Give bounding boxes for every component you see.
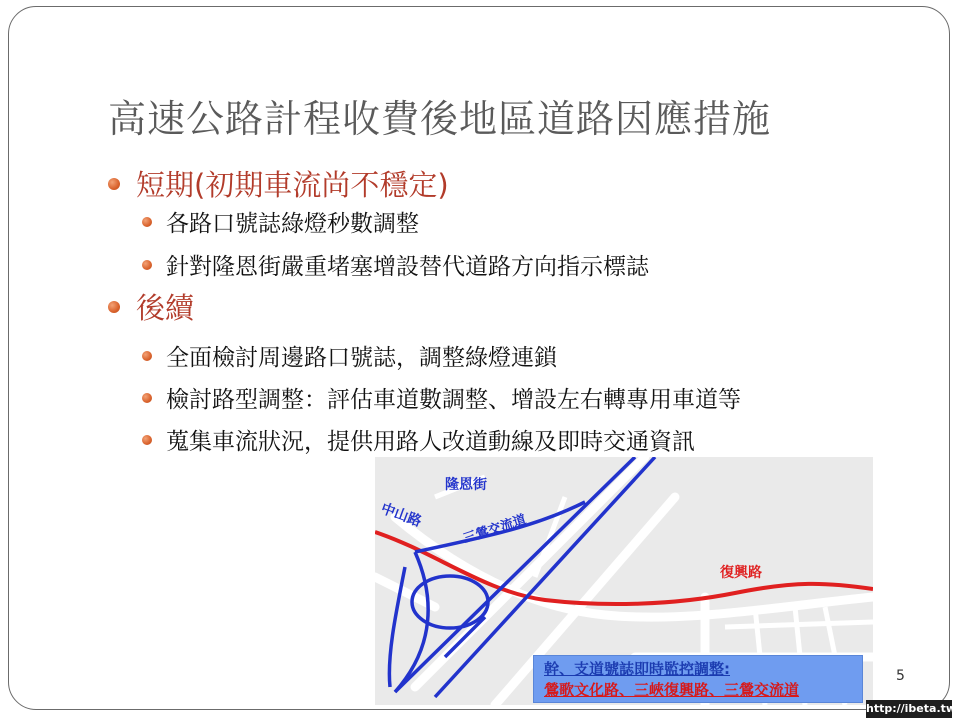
bullet-item: 蒐集車流狀況，提供用路人改道動線及即時交通資訊 [166, 429, 695, 455]
bullet-item: 檢討路型調整：評估車道數調整、增設左右轉專用車道等 [166, 387, 741, 413]
callout-line-1: 幹、支道號誌即時監控調整: [544, 660, 730, 678]
bullet-item: 全面檢討周邊路口號誌，調整綠燈連鎖 [166, 345, 557, 371]
slide-title: 高速公路計程收費後地區道路因應措施 [108, 97, 772, 141]
site-watermark: http://ibeta.tw [866, 700, 952, 718]
bullet-dot [142, 435, 152, 445]
bullet-dot [142, 217, 152, 227]
bullet-dot [142, 351, 152, 361]
bullet-item: 針對隆恩街嚴重堵塞增設替代道路方向指示標誌 [166, 254, 649, 280]
map-label-sanying-interchange: 三鶯交流道 [461, 512, 529, 547]
section-heading-short-term: 短期(初期車流尚不穩定) [136, 168, 449, 202]
bullet-dot [108, 178, 120, 190]
page-number: 5 [896, 668, 905, 684]
callout-line-2: 鶯歌文化路、三峽復興路、三鶯交流道 [544, 681, 800, 699]
map-label-fuxing-road: 復興路 [720, 565, 762, 581]
bullet-dot [108, 301, 120, 313]
section-heading-follow-up: 後續 [136, 291, 195, 325]
bullet-dot [142, 260, 152, 270]
bullet-dot [142, 393, 152, 403]
bullet-item: 各路口號誌綠燈秒數調整 [166, 211, 419, 237]
map-callout [533, 655, 863, 703]
map-label-longen-street: 隆恩街 [445, 477, 487, 493]
svg-text:中山路: 中山路 [378, 500, 424, 531]
